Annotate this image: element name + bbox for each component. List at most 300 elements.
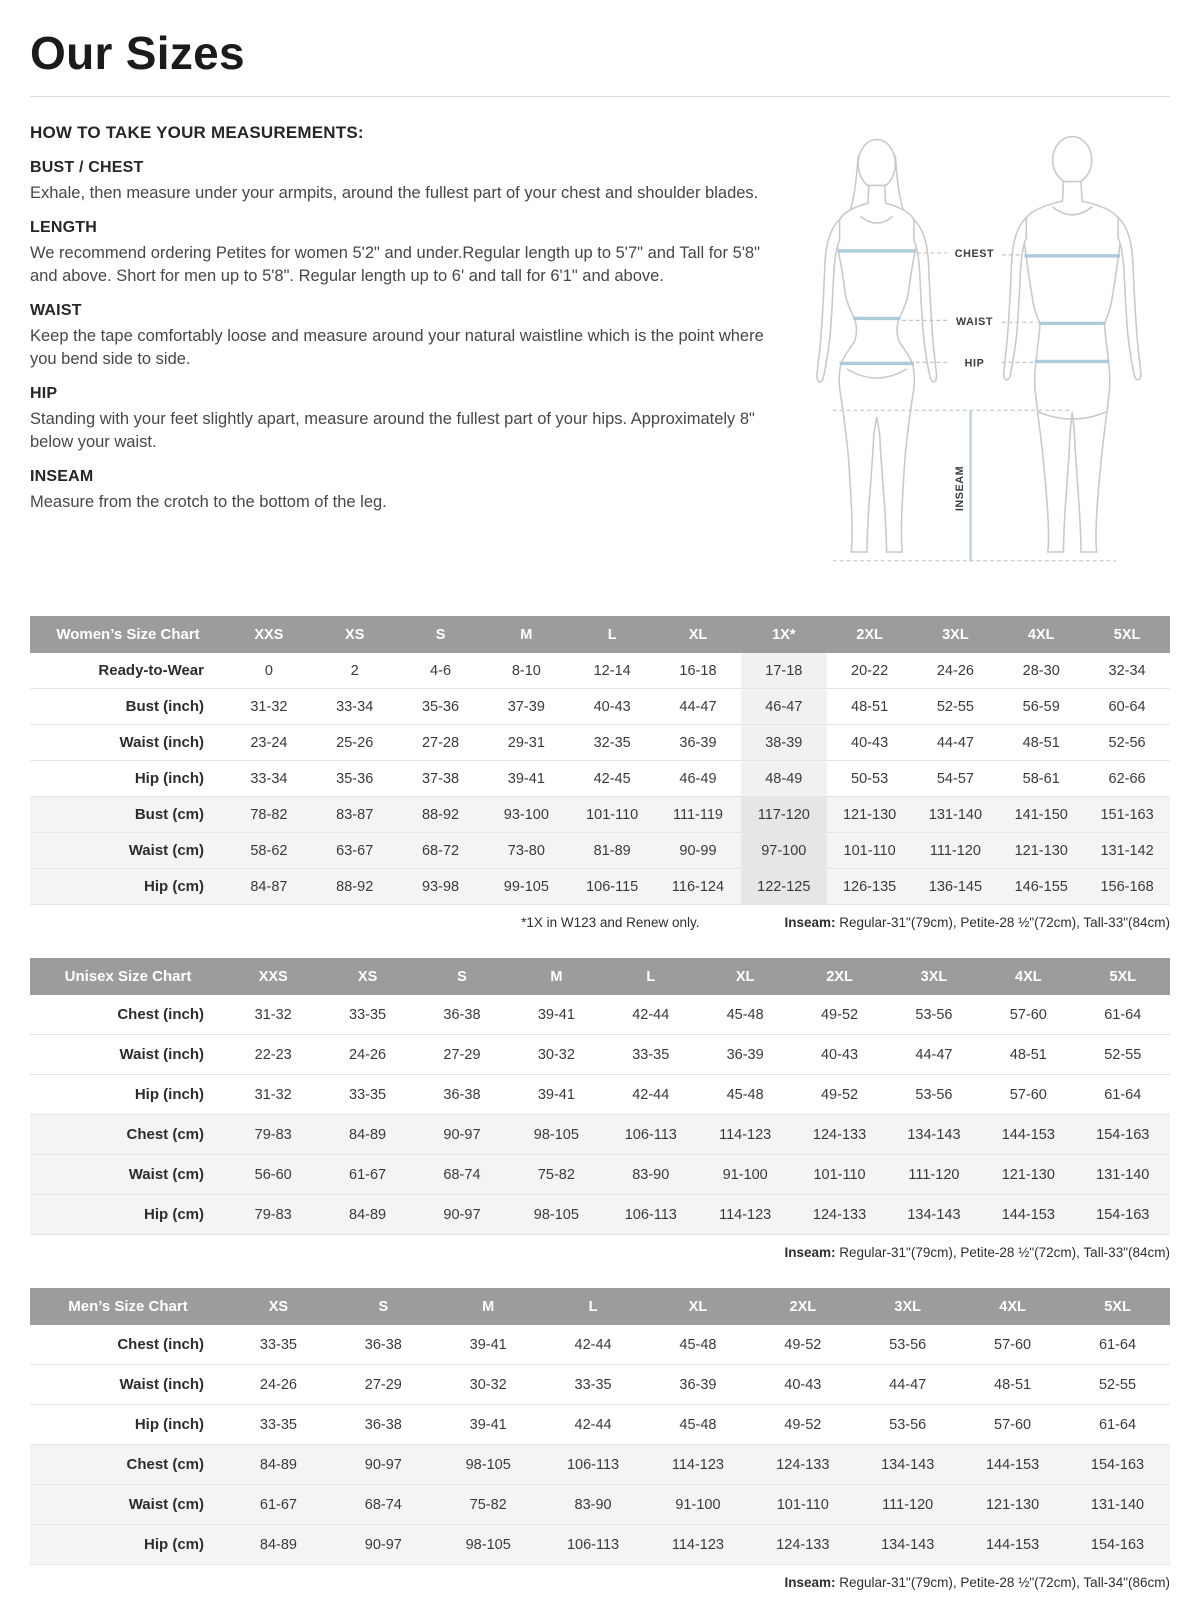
row-header: Chest (inch) [117,1336,204,1354]
table-cell: 29-31 [507,734,545,751]
table-row [30,1075,1170,1115]
table-cell: 154-163 [1096,1206,1150,1223]
table-row [30,1365,1170,1405]
row-header: Hip (inch) [134,1416,204,1434]
column-header: M [509,958,603,995]
table-cell: 101-110 [776,1496,829,1513]
table-cell: 154-163 [1090,1536,1145,1553]
table-cell: 28-30 [1022,662,1060,679]
table-cell: 52-55 [936,698,974,715]
table-cell: 124-133 [776,1456,830,1473]
table-row [30,1405,1170,1445]
row-header: Waist (inch) [119,1376,204,1394]
table-cell: 39-41 [469,1336,507,1353]
table-cell: 90-97 [443,1206,481,1223]
table-title: Women’s Size Chart [30,616,226,653]
table-cell: 81-89 [593,842,631,859]
table-cell: 122-125 [741,869,827,905]
instruction-section-hip [30,385,765,453]
footnote-inseam-note [784,1575,1170,1590]
row-header: Hip (cm) [144,1536,204,1554]
table-cell: 42-44 [632,1086,670,1103]
table-cell: 93-98 [421,878,460,895]
table-cell: 98-105 [533,1126,579,1143]
table-row [30,689,1170,725]
inseam-footnote-label: Inseam: [784,1575,836,1591]
table-cell: 32-35 [593,734,631,751]
section-body: Keep the tape comfortably loose and measure around your natural waistline which is the point where you bend side to side. [30,327,764,368]
mens-size-chart-section [30,1288,1170,1590]
table-cell: 48-51 [1022,734,1060,751]
table-cell: 42-45 [593,770,631,787]
table-row [30,1155,1170,1195]
table-cell: 68-74 [364,1496,402,1513]
table-cell: 114-123 [719,1126,772,1143]
table-cell: 62-66 [1108,770,1146,787]
row-header: Hip (inch) [134,770,204,788]
table-cell: 49-52 [784,1416,822,1433]
table-cell: 61-67 [259,1496,297,1513]
table-cell: 131-140 [1090,1496,1145,1513]
table-cell: 106-115 [586,878,639,895]
table-cell: 144-153 [1001,1206,1055,1223]
row-header: Bust (cm) [134,806,204,824]
table-cell: 131-142 [1100,842,1154,859]
unisex-size-chart-section [30,958,1170,1260]
table-cell: 111-120 [908,1166,960,1183]
instruction-section-bust-chest [30,159,765,204]
table-cell: 60-64 [1108,698,1146,715]
table-cell: 36-39 [679,734,717,751]
table-cell: 124-133 [812,1206,867,1223]
table-cell: 56-59 [1022,698,1060,715]
unisex-size-chart-table [30,958,1170,1235]
table-cell: 124-133 [776,1536,830,1553]
table-cell: 83-90 [574,1496,612,1513]
table-cell: 154-163 [1090,1456,1145,1473]
column-header: S [331,1288,436,1325]
table-cell: 49-52 [784,1336,822,1353]
table-cell: 49-52 [820,1086,859,1103]
section-title: INSEAM [30,468,94,486]
table-cell: 53-56 [889,1416,927,1433]
table-cell: 25-26 [336,734,374,751]
table-cell: 27-29 [364,1376,402,1393]
table-cell: 42-44 [632,1006,670,1023]
column-header: 5XL [1084,616,1170,653]
table-row [30,869,1170,905]
table-cell: 88-92 [336,878,374,895]
table-cell: 73-80 [507,842,545,859]
table-row [30,761,1170,797]
table-cell: 35-36 [336,770,374,787]
table-cell: 124-133 [812,1126,867,1143]
column-header: XS [312,616,398,653]
table-cell: 131-140 [1096,1166,1150,1183]
table-row [30,1525,1170,1565]
table-cell: 45-48 [679,1416,717,1433]
table-cell: 61-64 [1104,1086,1142,1103]
table-row [30,995,1170,1035]
table-cell: 126-135 [842,878,897,895]
table-cell: 88-92 [421,806,460,823]
table-cell: 31-32 [254,1086,292,1103]
row-header: Waist (cm) [128,842,204,860]
inseam-label: INSEAM [953,465,966,512]
table-cell: 22-23 [254,1046,292,1063]
column-header: 4XL [981,958,1075,995]
column-header: 1X* [741,616,827,653]
table-cell: 44-47 [936,734,974,751]
section-title: WAIST [30,302,82,320]
table-cell: 61-67 [349,1166,387,1183]
section-title: LENGTH [30,219,97,237]
instructions-heading: HOW TO TAKE YOUR MEASUREMENTS: [30,123,364,142]
table-cell: 40-43 [820,1046,859,1063]
instruction-section-inseam [30,468,765,513]
row-header: Hip (cm) [144,1206,204,1224]
column-header: 4XL [998,616,1084,653]
inseam-footnote-text: Regular-31"(79cm), Petite-28 ½"(72cm), Tall-34"(86cm) [835,1575,1170,1591]
table-cell: 91-100 [722,1166,768,1183]
table-cell: 90-97 [364,1456,402,1473]
table-cell: 63-67 [336,842,374,859]
section-title: HIP [30,385,58,403]
row-header: Waist (inch) [119,734,204,752]
table-cell: 106-113 [566,1536,620,1553]
column-header: XXS [226,616,312,653]
table-cell: 56-60 [254,1166,292,1183]
footnote-1x-note: *1X in W123 and Renew only. [521,915,700,931]
footnote-inseam-note [784,1245,1170,1260]
male-figure-icon [1004,137,1141,552]
column-header: XL [655,616,741,653]
table-cell: 38-39 [741,725,827,761]
table-cell: 84-89 [259,1536,297,1553]
table-cell: 61-64 [1098,1416,1137,1433]
table-cell: 45-48 [679,1336,717,1353]
table-cell: 57-60 [994,1416,1032,1433]
table-cell: 57-60 [994,1336,1032,1353]
table-cell: 58-62 [250,842,288,859]
table-cell: 84-87 [250,878,288,895]
section-body: We recommend ordering Petites for women 5'2" and under.Regular length up to 5'7" and Tall for 5'8" and above. Short for men up to 5'8". Regular length up to 6' and tall for 6'1" and above. [30,244,760,285]
table-cell: 32-34 [1108,662,1146,679]
table-cell: 33-35 [349,1086,387,1103]
table-cell: 52-56 [1108,734,1146,751]
table-cell: 48-49 [741,761,827,797]
table-row [30,1325,1170,1365]
table-cell: 114-123 [719,1206,772,1223]
table-cell: 44-47 [889,1376,927,1393]
table-cell: 57-60 [1009,1006,1047,1023]
table-cell: 134-143 [907,1126,961,1143]
table-cell: 35-36 [421,698,460,715]
table-cell: 27-28 [421,734,460,751]
table-cell: 24-26 [936,662,974,679]
table-cell: 117-120 [741,797,827,833]
table-cell: 27-29 [443,1046,481,1063]
table-cell: 146-155 [1014,878,1068,895]
table-cell: 101-110 [586,806,639,823]
table-cell: 36-38 [364,1416,402,1433]
section-body: Measure from the crotch to the bottom of the leg. [30,493,387,512]
row-header: Bust (inch) [125,698,204,716]
table-cell: 84-89 [349,1206,387,1223]
table-cell: 136-145 [928,878,983,895]
table-cell: 52-55 [1098,1376,1137,1393]
table-cell: 57-60 [1009,1086,1047,1103]
measurement-guide [30,119,1170,588]
table-cell: 106-113 [624,1126,677,1143]
table-cell: 24-26 [259,1376,297,1393]
table-cell: 101-110 [813,1166,866,1183]
table-cell: 0 [264,662,273,679]
table-cell: 131-140 [928,806,983,823]
table-cell: 101-110 [843,842,896,859]
column-header: S [398,616,484,653]
table-row [30,1445,1170,1485]
table-cell: 52-55 [1104,1046,1142,1063]
column-header: XXS [226,958,320,995]
table-cell: 36-38 [443,1006,481,1023]
body-measurement-figures-illustration [779,119,1170,588]
table-row [30,653,1170,689]
table-cell: 134-143 [907,1206,961,1223]
table-cell: 68-74 [443,1166,481,1183]
table-cell: 98-105 [465,1456,511,1473]
womens-chart-footnotes [30,915,1170,930]
table-title: Unisex Size Chart [30,958,226,995]
column-header: 3XL [887,958,981,995]
column-header: M [483,616,569,653]
table-cell: 48-51 [1009,1046,1047,1063]
table-title: Men’s Size Chart [30,1288,226,1325]
table-cell: 144-153 [985,1536,1040,1553]
column-header: XS [226,1288,331,1325]
hip-label: HIP [964,357,985,370]
table-row [30,1115,1170,1155]
column-header: 3XL [855,1288,960,1325]
table-cell: 33-35 [574,1376,612,1393]
table-cell: 111-120 [882,1496,934,1513]
table-cell: 40-43 [784,1376,822,1393]
table-row [30,1485,1170,1525]
table-cell: 114-123 [671,1456,724,1473]
table-row [30,1195,1170,1235]
table-cell: 54-57 [936,770,974,787]
column-header: 2XL [792,958,886,995]
table-row [30,725,1170,761]
table-cell: 39-41 [469,1416,507,1433]
table-cell: 48-51 [851,698,889,715]
column-header: L [569,616,655,653]
table-row [30,1035,1170,1075]
table-cell: 31-32 [254,1006,292,1023]
size-guide-page [30,26,1170,1590]
column-header: 4XL [960,1288,1065,1325]
table-cell: 36-38 [443,1086,481,1103]
table-cell: 78-82 [250,806,288,823]
table-cell: 151-163 [1100,806,1154,823]
mens-chart-footnotes [30,1575,1170,1590]
waist-label: WAIST [956,316,993,329]
inseam-footnote-label: Inseam: [784,1245,836,1261]
table-cell: 30-32 [469,1376,507,1393]
table-cell: 48-51 [994,1376,1032,1393]
table-cell: 30-32 [537,1046,575,1063]
table-cell: 20-22 [851,662,889,679]
table-cell: 156-168 [1100,878,1154,895]
table-cell: 121-130 [842,806,897,823]
table-cell: 90-99 [679,842,717,859]
table-cell: 111-120 [929,842,981,859]
table-cell: 45-48 [726,1086,764,1103]
table-cell: 141-150 [1014,806,1068,823]
instruction-section-waist [30,302,765,370]
table-cell: 44-47 [915,1046,953,1063]
table-cell: 114-123 [671,1536,724,1553]
section-title: BUST / CHEST [30,159,144,176]
row-header: Hip (inch) [134,1086,204,1104]
table-cell: 39-41 [537,1086,575,1103]
table-cell: 79-83 [254,1206,292,1223]
table-row [30,833,1170,869]
row-header: Waist (cm) [128,1496,204,1514]
inseam-footnote-label: Inseam: [784,915,836,931]
table-cell: 37-38 [421,770,460,787]
column-header: XL [646,1288,751,1325]
footnote-inseam-note [784,915,1170,930]
table-cell: 79-83 [254,1126,292,1143]
table-cell: 53-56 [915,1086,953,1103]
table-row [30,797,1170,833]
table-cell: 36-38 [364,1336,402,1353]
table-cell: 36-39 [679,1376,717,1393]
table-cell: 37-39 [507,698,545,715]
table-cell: 49-52 [820,1006,859,1023]
table-cell: 134-143 [881,1536,935,1553]
table-cell: 42-44 [574,1416,612,1433]
table-cell: 111-119 [672,806,723,823]
column-header: 2XL [827,616,913,653]
table-cell: 33-35 [259,1416,297,1433]
table-cell: 144-153 [985,1456,1040,1473]
section-body: Standing with your feet slightly apart, measure around the fullest part of your hips. Approximately 8" below your waist. [30,410,755,451]
table-cell: 53-56 [889,1336,927,1353]
table-cell: 33-35 [349,1006,387,1023]
row-header: Chest (cm) [126,1126,204,1144]
table-cell: 75-82 [469,1496,507,1513]
table-cell: 84-89 [349,1126,387,1143]
row-header: Hip (cm) [144,878,204,896]
table-cell: 39-41 [537,1006,575,1023]
table-cell: 33-34 [336,698,374,715]
table-cell: 90-97 [443,1126,481,1143]
womens-size-chart-table [30,616,1170,905]
table-cell: 98-105 [465,1536,511,1553]
table-cell: 33-35 [259,1336,297,1353]
measurement-instructions [30,119,765,529]
table-cell: 106-113 [624,1206,677,1223]
row-header: Chest (inch) [117,1006,204,1024]
column-header: XS [320,958,414,995]
row-header: Ready-to-Wear [98,662,204,680]
table-cell: 121-130 [1001,1166,1055,1183]
page-title: Our Sizes [30,26,1170,97]
table-cell: 121-130 [985,1496,1040,1513]
table-cell: 2 [350,662,359,679]
table-cell: 33-35 [632,1046,670,1063]
table-cell: 61-64 [1098,1336,1137,1353]
table-cell: 33-34 [250,770,288,787]
table-cell: 99-105 [503,878,549,895]
table-cell: 8-10 [511,662,541,679]
column-header: S [415,958,509,995]
table-cell: 42-44 [574,1336,612,1353]
table-cell: 50-53 [851,770,889,787]
column-header: 5XL [1076,958,1170,995]
table-cell: 44-47 [679,698,717,715]
table-cell: 98-105 [533,1206,579,1223]
table-cell: 36-39 [726,1046,764,1063]
table-cell: 53-56 [915,1006,953,1023]
table-cell: 68-72 [421,842,460,859]
table-cell: 17-18 [741,653,827,689]
table-cell: 90-97 [364,1536,402,1553]
section-body: Exhale, then measure under your armpits, around the fullest part of your chest and shoulder blades. [30,184,759,202]
table-cell: 39-41 [507,770,545,787]
table-cell: 31-32 [250,698,288,715]
female-figure-icon [817,140,937,552]
table-cell: 61-64 [1104,1006,1142,1023]
column-header: 5XL [1065,1288,1170,1325]
womens-size-chart-section [30,616,1170,930]
table-cell: 16-18 [679,662,717,679]
column-header: L [541,1288,646,1325]
column-header: 3XL [913,616,999,653]
column-header: XL [698,958,792,995]
table-cell: 97-100 [741,833,827,869]
table-cell: 154-163 [1096,1126,1150,1143]
table-cell: 58-61 [1022,770,1060,787]
table-cell: 75-82 [537,1166,575,1183]
table-cell: 134-143 [881,1456,935,1473]
table-cell: 83-87 [336,806,374,823]
column-header: M [436,1288,541,1325]
column-header: 2XL [750,1288,855,1325]
table-cell: 4-6 [430,662,452,679]
measurement-diagram [765,119,1170,588]
table-cell: 45-48 [726,1006,764,1023]
inseam-footnote-text: Regular-31"(79cm), Petite-28 ½"(72cm), Tall-33"(84cm) [835,915,1170,931]
row-header: Waist (inch) [119,1046,204,1064]
inseam-footnote-text: Regular-31"(79cm), Petite-28 ½"(72cm), Tall-33"(84cm) [835,1245,1170,1261]
table-cell: 40-43 [851,734,889,751]
table-cell: 106-113 [566,1456,620,1473]
table-cell: 91-100 [675,1496,721,1513]
table-cell: 83-90 [632,1166,670,1183]
table-cell: 84-89 [259,1456,297,1473]
row-header: Chest (cm) [126,1456,204,1474]
table-cell: 46-49 [679,770,717,787]
table-cell: 93-100 [503,806,549,823]
table-cell: 24-26 [349,1046,387,1063]
table-cell: 116-124 [671,878,725,895]
column-header: L [604,958,698,995]
mens-size-chart-table [30,1288,1170,1565]
instruction-section-length [30,219,765,287]
